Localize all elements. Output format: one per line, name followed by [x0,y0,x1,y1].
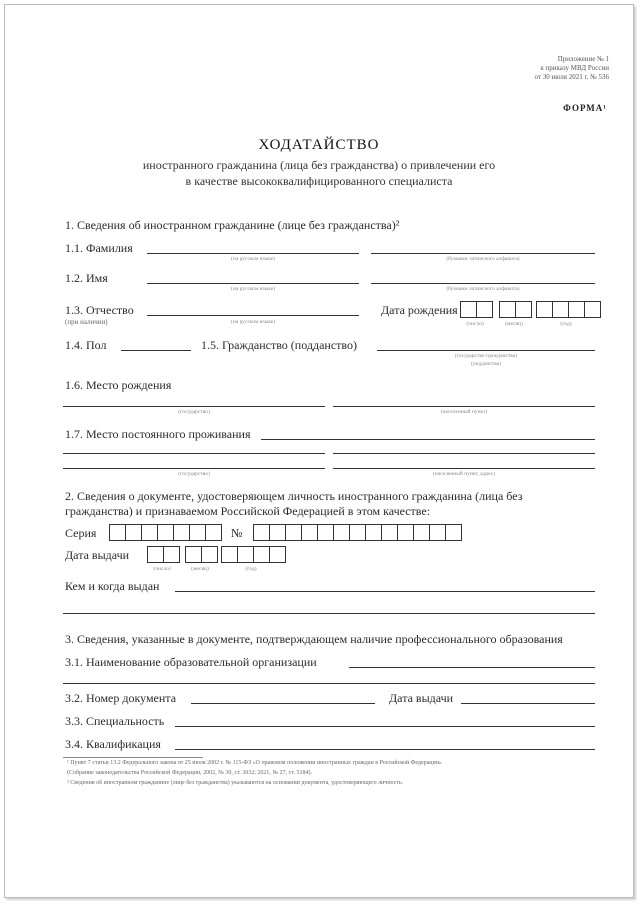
residence-address-hint: (населенный пункт, адрес) [432,471,496,477]
subtitle-line: иностранного гражданина (лица без гражданства) о привлечении его [142,158,496,172]
birthplace-city-hint: (населенный пункт) [440,409,488,415]
citizenship-hint: (государство гражданства) [454,353,518,359]
issued-by-field-2[interactable] [63,613,595,614]
number-sign: № [231,526,243,540]
issue-day-hint: (число) [153,566,171,572]
institution-label: 3.1. Наименование образовательной организации [65,655,317,669]
birth-day-hint: (число) [466,321,484,327]
footnote-divider [63,757,203,758]
issue-month-hint: (месяц) [191,566,209,572]
surname-lat-hint: (буквами латинского алфавита) [446,256,520,262]
issue-day-boxes[interactable] [147,546,179,563]
residence-country-hint: (государство) [178,471,210,477]
issue-year-hint: (год) [245,566,257,572]
birth-month-boxes[interactable] [499,301,531,318]
sex-field[interactable] [121,350,191,351]
qualification-label: 3.4. Квалификация [65,737,161,751]
patronymic-field[interactable] [147,315,359,316]
issue-date-label: Дата выдачи [65,548,130,562]
footnote-line: ² Сведения об иностранном гражданине (лице без гражданства) указываются на основании документа, удостоверяющего личность. [67,780,404,786]
issued-by-field[interactable] [175,591,595,592]
birthplace-label: 1.6. Место рождения [65,378,172,392]
form-label: ФОРМА¹ [563,103,607,113]
citizenship-hint: (подданства) [471,361,501,367]
surname-lat-field[interactable] [371,253,595,254]
residence-address-field-2[interactable] [333,468,595,469]
footnote-line: (Собрание законодательства Российской Федерации, 2002, № 30, ст. 3032; 2021, № 27, ст. 5184). [67,770,312,776]
appendix-note [535,55,610,82]
residence-field[interactable] [261,439,595,440]
citizenship-field[interactable] [377,350,595,351]
appendix-line: от 30 июля 2021 г. № 536 [534,73,609,81]
document-page [4,4,634,898]
surname-ru-hint: (на русском языке) [231,256,275,262]
section3-heading: 3. Сведения, указанные в документе, подтверждающем наличие профессионального образования [65,632,563,646]
patronymic-label: 1.3. Отчество [65,303,134,317]
patronymic-note: (при наличии) [65,318,108,326]
institution-field[interactable] [349,667,595,668]
issue-year-boxes[interactable] [221,546,285,563]
name-label: 1.2. Имя [65,271,108,285]
birth-month-hint: (месяц) [505,321,523,327]
birthplace-country-hint: (государство) [178,409,210,415]
series-boxes[interactable] [109,524,221,541]
doc-date-label: Дата выдачи [389,691,454,705]
birth-date-label: Дата рождения [381,303,458,317]
doc-number-field[interactable] [191,703,375,704]
birth-year-boxes[interactable] [536,301,600,318]
patronymic-hint: (на русском языке) [231,319,275,325]
birth-day-boxes[interactable] [460,301,492,318]
qualification-field[interactable] [175,749,595,750]
footnote-line: ¹ Пункт 7 статьи 13.2 Федерального закона от 25 июля 2002 г. № 115-ФЗ «О правовом положении иностранных граждан в Российской Федерации» [67,760,442,766]
doc-number-label: 3.2. Номер документа [65,691,177,705]
name-lat-field[interactable] [371,283,595,284]
residence-label: 1.7. Место постоянного проживания [65,427,251,441]
sex-label: 1.4. Пол [65,338,107,352]
birthplace-city-field[interactable] [333,406,595,407]
section1-heading: 1. Сведения об иностранном гражданине (лице без гражданства)² [65,218,400,232]
section2-heading: гражданства) и признаваемом Российской Федерацией в этом качестве: [65,504,431,518]
specialty-label: 3.3. Специальность [65,714,165,728]
surname-ru-field[interactable] [147,253,359,254]
document-title: ХОДАТАЙСТВО [258,137,380,153]
name-lat-hint: (буквами латинского алфавита) [446,286,520,292]
subtitle-line: в качестве высококвалифицированного специалиста [185,174,453,188]
residence-country-field-2[interactable] [63,468,325,469]
surname-label: 1.1. Фамилия [65,241,133,255]
issue-month-boxes[interactable] [185,546,217,563]
appendix-line: Приложение № 1 [557,55,609,63]
residence-address-field[interactable] [333,453,595,454]
series-label: Серия [65,526,97,540]
name-ru-hint: (на русском языке) [231,286,275,292]
institution-field-2[interactable] [63,683,595,684]
birthplace-country-field[interactable] [63,406,325,407]
name-ru-field[interactable] [147,283,359,284]
birth-year-hint: (год) [560,321,572,327]
section2-heading: 2. Сведения о документе, удостоверяющем личность иностранного гражданина (лица без [65,489,523,503]
number-boxes[interactable] [253,524,461,541]
appendix-line: к приказу МВД России [540,64,609,72]
doc-date-field[interactable] [461,703,595,704]
issued-by-label: Кем и когда выдан [65,579,160,593]
residence-country-field[interactable] [63,453,325,454]
specialty-field[interactable] [175,726,595,727]
citizenship-label: 1.5. Гражданство (подданство) [201,338,357,352]
